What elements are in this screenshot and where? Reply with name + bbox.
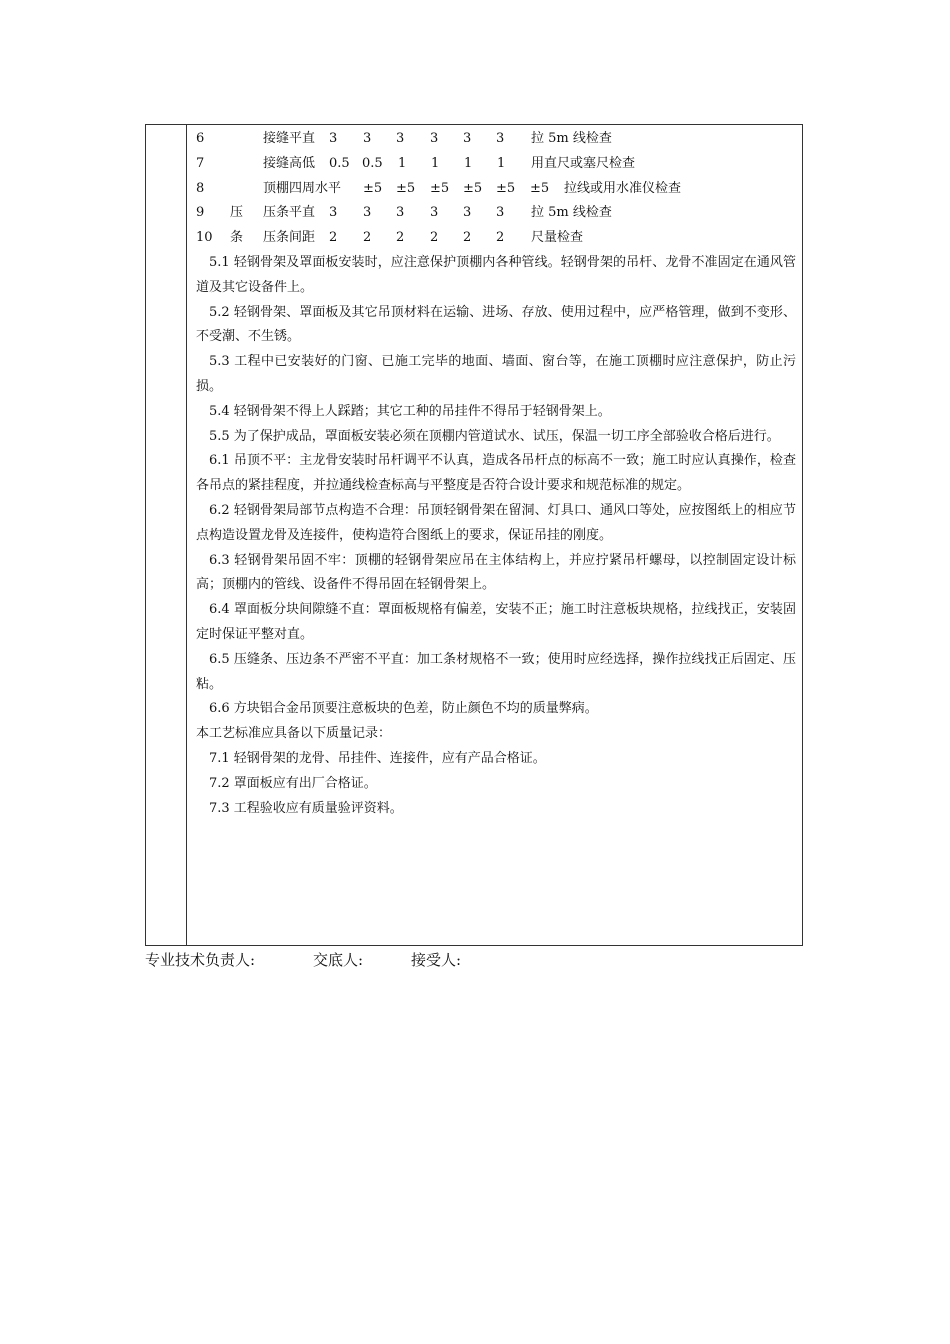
table-row [196, 127, 796, 152]
row-value: 2 [329, 230, 338, 246]
row-method: 用直尺或塞尺检查 [531, 155, 636, 171]
signature-footer [145, 948, 461, 972]
row-method: 尺量检查 [531, 230, 584, 246]
row-value: 3 [430, 205, 439, 221]
left-category-column [146, 125, 187, 945]
paragraph-6-2: 6.2 轻钢骨架局部节点构造不合理：吊顶轻钢骨架在留洞、灯具口、通风口等处，应按图纸上的相应节点构造设置龙骨及连接件，使构造符合图纸上的要求，保证吊挂的刚度。 [196, 502, 796, 543]
paragraph-6-5: 6.5 压缝条、压边条不严密不平直：加工条材规格不一致；使用时应经选择，操作拉线找正后固定、压粘。 [196, 651, 796, 692]
paragraph-5-5: 5.5 为了保护成品，罩面板安装必须在顶棚内管道试水、试压，保温一切工序全部验收合格后进行。 [209, 428, 780, 444]
row-value: 0.5 [329, 155, 350, 171]
row-value: 3 [396, 131, 405, 146]
row-method: 拉线或用水准仪检查 [564, 180, 682, 196]
table-content [196, 127, 796, 821]
tech-lead-label: 专业技术负责人: [145, 951, 256, 969]
row-value: 3 [396, 205, 405, 221]
row-value: 2 [430, 230, 439, 246]
row-number: 10 [196, 230, 213, 246]
record-7-2: 7.2 罩面板应有出厂合格证。 [209, 775, 377, 791]
paragraph-6-6: 6.6 方块铝合金吊顶要注意板块的色差，防止颜色不均的质量弊病。 [209, 701, 598, 717]
table-row [196, 152, 796, 177]
row-value: 3 [430, 131, 439, 146]
row-number: 7 [196, 155, 205, 171]
row-number: 8 [196, 180, 205, 196]
row-value: ±5 [496, 180, 516, 196]
paragraph-5-2: 5.2 轻钢骨架、罩面板及其它吊顶材料在运输、进场、存放、使用过程中，应严格管理，做到不变形、不受潮、不生锈。 [196, 304, 796, 345]
row-value: 1 [497, 155, 506, 171]
row-method: 拉 5m 线检查 [531, 205, 612, 221]
row-value: 3 [463, 205, 472, 221]
row-value: 1 [431, 155, 440, 171]
table-row [196, 201, 796, 226]
records-intro: 本工艺标准应具备以下质量记录： [196, 726, 392, 742]
row-value: 2 [363, 230, 372, 246]
paragraph-6-1: 6.1 吊顶不平：主龙骨安装时吊杆调平不认真，造成各吊杆点的标高不一致；施工时应认真操作，检查各吊点的紧挂程度，并拉通线检查标高与平整度是否符合设计要求和规范标准的规定。 [196, 453, 796, 494]
row-value: 3 [496, 131, 505, 146]
row-value: 1 [464, 155, 473, 171]
row-value: 2 [496, 230, 505, 246]
row-item: 压条间距 [263, 230, 316, 246]
row-value: ±5 [430, 180, 450, 196]
row-value: 3 [463, 131, 472, 146]
row-method: 拉 5m 线检查 [531, 131, 612, 146]
row-value: 2 [396, 230, 405, 246]
row-number: 6 [196, 131, 205, 146]
table-row [196, 226, 796, 251]
row-value: 3 [363, 205, 372, 221]
row-value: 3 [496, 205, 505, 221]
row-value: 3 [329, 205, 338, 221]
row-section: 压 [230, 205, 244, 221]
row-value: 1 [398, 155, 407, 171]
row-value: 3 [329, 131, 338, 146]
paragraph-6-3: 6.3 轻钢骨架吊固不牢：顶棚的轻钢骨架应吊在主体结构上，并应拧紧吊杆螺母，以控制固定设计标高；顶棚内的管线、设备件不得吊固在轻钢骨架上。 [196, 552, 796, 593]
row-value: 0.5 [362, 155, 383, 171]
row-value: ±5 [396, 180, 416, 196]
row-item: 顶棚四周水平 [263, 180, 342, 196]
row-item: 接缝平直 [263, 131, 316, 146]
row-value: 3 [363, 131, 372, 146]
row-value: ±5 [463, 180, 483, 196]
document-table [145, 124, 803, 946]
row-item: 接缝高低 [263, 155, 316, 171]
row-value: 2 [463, 230, 472, 246]
table-row [196, 177, 796, 202]
row-value: ±5 [363, 180, 383, 196]
paragraph-5-3: 5.3 工程中已安装好的门窗、已施工完毕的地面、墙面、窗台等，在施工顶棚时应注意保护，防止污损。 [196, 354, 796, 394]
presenter-label: 交底人: [313, 951, 364, 969]
paragraph-6-4: 6.4 罩面板分块间隙缝不直：罩面板规格有偏差，安装不正；施工时注意板块规格，拉线找正，安装固定时保证平整对直。 [196, 602, 796, 642]
row-item: 压条平直 [263, 205, 316, 221]
row-section: 条 [230, 230, 244, 246]
row-number: 9 [196, 205, 205, 221]
record-7-1: 7.1 轻钢骨架的龙骨、吊挂件、连接件，应有产品合格证。 [209, 750, 546, 766]
row-value: ±5 [530, 180, 550, 196]
receiver-label: 接受人: [411, 951, 462, 969]
paragraph-5-4: 5.4 轻钢骨架不得上人踩踏；其它工种的吊挂件不得吊于轻钢骨架上。 [209, 403, 611, 419]
record-7-3: 7.3 工程验收应有质量验评资料。 [209, 800, 403, 816]
paragraph-5-1: 5.1 轻钢骨架及罩面板安装时，应注意保护顶棚内各种管线。轻钢骨架的吊杆、龙骨不准固定在通风管道及其它设备件上。 [196, 254, 796, 295]
